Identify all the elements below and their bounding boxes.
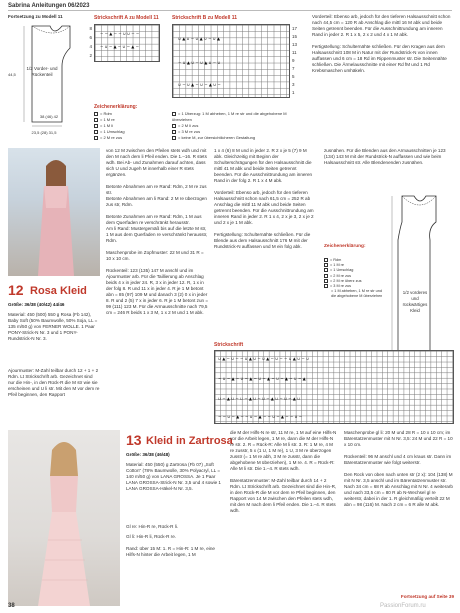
legend-top-col2: = 1 Überzug: 1 M abheben, 1 M re str und die abgehobene M überziehen = 2 M li zus = 3 M re zus = keine M, zur übersichtlicheren Gestaltung <box>172 111 287 140</box>
model12-figure <box>8 148 100 276</box>
strickschrift-symbols-1: ∪ ▲ − ∪ − − ∪ ▲ ∪ − ∪ ▲ − ∪ − − ∪ ▲ ∪ − ∪ <box>218 356 309 361</box>
chart-a-symbols-2: − ∪ − ▲ − ∪ − ▲ − <box>100 44 139 49</box>
chart-a-title: Strickschrift A zu Modell 11 <box>94 15 159 21</box>
chart-a-row-4: 4 <box>89 44 92 49</box>
strickschrift-symbols-4: − − ∪ − ▲ − − ∪ − ▲ − − ∪ − ▲ − − ∪ − <box>218 414 303 419</box>
model12-ajour: Ajourmuster: M-Zahl teilbar durch 12 + 1 + 2 Rdm. Lt Strickschrift arb. Gezeichnet sind nur die Hin-, in den Rück-R die M str wie sie erscheinen und U li str. Mit den M vor dem re Pfeil beginnen, den Rapport <box>8 368 100 397</box>
model13-gl-li: Gl li: Hin-R li, Rück-R re. <box>126 534 177 539</box>
model11-front-text: Vorderteil: Ebenso arb, jedoch für den tieferen Halsausschnitt schon nach 44,5 cm = 120 R ab Anschlag die mittl 16 M abk und beide Seiten getrennt beenden. Für die Ausschnittrundung am inneren Rand in jeder 2. R 1 x 5, 2 x 2 und 4 x 1 M abk. Fertigstellung: Schulternähte schließen. Für den Kragen aus dem Halsausschnitt 108 M in Natur mit der Rundstrick-N von innen auffassen und 6 cm = 18 Rd im Rippenmuster str. Die Seitennähte schließen. Die Ärmelausschnitte mit einer Rd fM und 1 Rd Krebsmaschen umhäkeln. <box>312 14 451 73</box>
continuation-note: Fortsetzung auf Seite 39 <box>400 594 454 599</box>
model13-number: 13 <box>126 432 142 448</box>
strickschrift-symbols-2: − ∪ − ▲ − ∪ − ▲ − ∪ − ▲ − ∪ − ▲ − ∪ − ▲ <box>218 376 306 381</box>
chart-b-symbols-3: ∪ − ∪ ▲ − ∪ − ▲ ∪ − <box>178 82 221 87</box>
chart-b-row-11: 11 <box>292 50 297 55</box>
model13-figure <box>8 430 120 606</box>
model13-col2-text: die M der Hilfs-N re str, 11 M re, 1 M auf eine Hilfs-N vor die Arbeit legen, 1 M re, dann die M der Hilfs-N re str. 2. R = Rück-R: Alle M li str. 3. R: 1 M re, 4 M re zusstr, 5 x (1 U, 1 M re), 1 U, 3 M re überzogen zusstr (= 1 M re abh, 3 M re zusstr, dann die abgehobene M überziehen), 1 M re. 4. R = Rück-R: Alle M li str. Die 1.–4. R stets wdh. Bärentatzenmuster: M-Zahl teilbar durch 14 + 2 Rdm. Lt Strickschrift arb. Gezeichnet sind die Hin-R, in den Rück-R die M vor dem re Pfeil beginnen, den Rapport von 14 M zwischen den Pfeilen stets wdh, mit den M nach dem li Pfeil enden. Die 1.–4. R stets wdh. <box>230 430 337 513</box>
schematic-dim-bottom: 23,5 (28) 31,5 <box>31 130 57 135</box>
chart-b-row-7: 7 <box>292 66 295 71</box>
chart-b-row-1: 1 <box>292 90 295 95</box>
chart-b-symbols: ∪ ▲ ∪ − ∪ ▲ ∪ − ∪ ▲ <box>178 36 221 41</box>
legend-top-col1: = Rdm = 1 M re = 1 M li = 1 Umschlag = 2 M re zus <box>94 111 166 141</box>
chart-a-row-8: 8 <box>89 26 92 31</box>
chart-b-row-3: 3 <box>292 82 295 87</box>
schematic-right-legend-title: Zeichenerklärung: <box>324 244 366 249</box>
model13-material: Material: 450 (550) g Zartrosa (Fb 07) „Soft Cotton" (78% Baumwolle, 30% Polyacryl, LL = 140 m/50 g) von LANA GROSSA. Je 1 Paar LANA GROSSA-Strick-N Nr. 3,5 und 4 sowie 1 LANA GROSSA-Häkel-N Nr. 3,5. <box>126 462 221 491</box>
strickschrift-symbols-3: ∪ − ▲ ∪ − ∪ − ▲ ∪ − ∪ − ▲ ∪ − ∪ − ▲ ∪ <box>218 396 301 401</box>
schematic-dim-height: 44,5 <box>8 72 16 77</box>
schematic-right-center-label: 1/2 vorderes und rückwärtiges Kleid <box>402 290 428 313</box>
model13-gl-re: Gl re: Hin-R re, Rück-R li. <box>126 524 179 529</box>
model12-size: Größe: 36/38 (40/42) 44/46 <box>8 302 65 307</box>
watermark: PassionForum.ru <box>380 603 426 609</box>
strickschrift-label: Strickschrift <box>214 342 244 348</box>
chart-b-row-5: 5 <box>292 74 295 79</box>
model12-photo <box>8 148 100 276</box>
page-number: 38 <box>8 603 15 609</box>
schematic-caption: Fortsetzung zu Modell 11 <box>8 14 63 19</box>
legend-top-title: Zeichenerklärung: <box>94 104 138 110</box>
model12-material: Material: 450 (500) 550 g Rosa (Fb 142), Baby Soft (50% Baumwolle, 50% Soja, LL = 135 m/50 g) von FERNER WOLLE. 1 Paar PONY-Strick-N Nr. 3 und 1 PONY-Rundstrick-N Nr. 3. <box>8 312 98 341</box>
schematic-center-label: 1/2 Vorder- und Rückenteil <box>26 66 58 77</box>
strickschrift-grid <box>214 350 454 424</box>
chart-b-row-9: 9 <box>292 58 295 63</box>
model13-title: Kleid in Zartrosa <box>146 435 233 447</box>
chart-a-symbols: − − ▲ − − ∪ ∪ − − <box>100 31 140 36</box>
header-divider <box>8 10 452 11</box>
model13-col3-text: Maschenprobe gl li: 20 M und 28 R = 10 x 10 cm; im Bärentatzenmuster mit N Nr. 3,5: 24 M und 22 R = 10 x 10 cm. Rückenteil: 96 M anschl und 4 cm kraus str. Dann im Bärentatzenmuster wie folgt weiterstr. Den Rock von oben nach unten str (2 x): 104 (138) M mit N Nr. 3,5 anschl und im Bärentatzenmuster str. Nach 34 cm = 68 R ab Anschlag mit N Nr. 4 weiterarb und nach 33,5 cm = 80 R ab N-Wechsel gl re weiterstr, dabei in der 1. R gleichmäßig verteilt 22 M abn = 98 (116) M. Nach 2 cm = 6 R alle M abk. <box>344 430 453 507</box>
page-header: Sabrina Anleitungen 06/2023 <box>8 3 90 9</box>
model13-size: Größe: 36/38 (46/48) <box>126 452 170 457</box>
chart-a-row-2: 2 <box>89 53 92 58</box>
model12-col4-text: zusnähen. Für die Blenden aus den Armausschnitten je 123 (134) 143 M mit der Rundstrick-N auffassen und wie beim Halsausschnitt str. Alle Blendenenden zusnähen. <box>324 148 446 165</box>
chart-b-row-15: 15 <box>292 34 298 39</box>
model12-title: Rosa Kleid <box>30 285 87 297</box>
model13-photo <box>8 430 120 606</box>
chart-b-row-17: 17 <box>292 26 298 31</box>
model12-col2-text: von 12 M zwischen den Pfeilen stets wdh und mit den M nach dem li Pfeil enden. Die 1.–16. R stets wdh. Bei Ab- und Zunahmen darauf achten, dass sich U und zugeh M innerhalb einer R stets ergänzen. Betonte Abnahmen am re Rand: Rdm, 2 M re zus str. Betonte Abnahmen am li Rand: 2 M re überzogen zus str, Rdm. Betonte Zunahmen am re Rand: Rdm, 1 M aus dem Querfaden re verschränkt herausstr. Am li Rand: Mustergemäß bis auf die letzte M str, 1 M aus dem Querfaden re verschränkt herausstr, Rdm. Maschenprobe im Zopfmuster: 22 M und 31 R = 10 x 10 cm. Rückenteil: 123 (135) 147 M anschl und im Ajourmuster arb. Für die Taillierung ab Anschlag beids 4 x in jeder 24. R, 3 x in jeder 12. R, 1 x in der folg 8. R und 11 x in jeder 4. R je 1 M betont abn = 85 (97) 109 M und danach 3 (2) 0 x in jeder 8. R und 2 (5) 7 x in jeder 6. R je 1 M betont zun = 99 (111) 123 M. Für die Armausschnitte nach 79,5 cm = 246 R beids 1 x 3 M, 1 x 2 M und 1 M abk. <box>106 148 209 315</box>
chart-a-grid <box>94 24 160 62</box>
schematic-right-svg <box>376 192 456 362</box>
schematic-dim-width: 38 (46) 42 <box>39 114 59 119</box>
schematic-right-legend: = Rdm = 1 M re = 1 Umschlag = 2 M re zus = 2 M re überz zus = 3 M re zus = 1 M abheben, 1 M re str und die abgehobene M überziehen <box>324 258 384 300</box>
model12-number: 12 <box>8 282 24 298</box>
chart-b-row-13: 13 <box>292 42 298 47</box>
model13-rand: Rand: über 15 M: 1. R = Hin-R: 1 M re, eine Hilfs-N hinter die Arbeit legen, 1 M <box>126 546 215 557</box>
chart-b-symbols-2: − ∪ ▲ ∪ − ∪ ▲ ∪ − ∪ <box>178 60 221 65</box>
model12-col3-text: 1 x 4 (6) 8 M und in jeder 2. R 2 x je 5 (7) 9 M abk. Gleichzeitig mit Beginn der Schulterschrägungen für den Halsausschnitt die mittl 41 M abk und beide Seiten getrennt beenden. Für die Ausschnittrundung am inneren Rand in der folg 2. R 1 x 4 M abk. Vorderteil: Ebenso arb, jedoch für den tieferen Halsausschnitt schon nach 61,5 cm = 252 R ab Anschlag die mittl 11 M abk und beide Seiten getrennt beenden. Für die Ausschnittrundung am inneren Rand in jeder 2. R 1 x 4, 2 x je 3, 2 x je 2 und 2 x je 1 M abk. Fertigstellung: Schulternähte schließen. Für die Blende aus dem Halsausschnitt 176 M mit der Rundstrick-N auffassen und M ein folg abk. <box>214 148 314 249</box>
chart-a-row-6: 6 <box>89 35 92 40</box>
chart-b-title: Strickschrift B zu Modell 11 <box>172 15 238 21</box>
